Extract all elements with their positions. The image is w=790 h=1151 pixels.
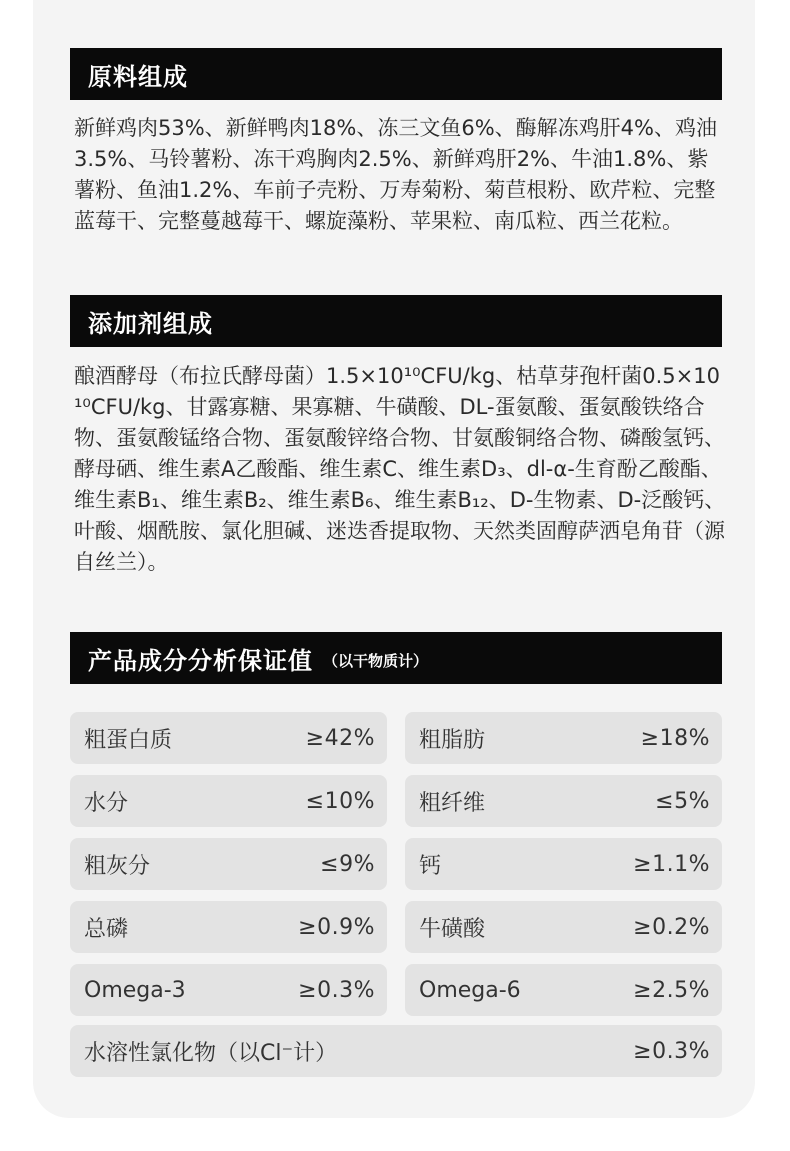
section-header-analysis [70, 632, 722, 684]
analysis-value: ≥0.3% [298, 977, 375, 1003]
analysis-value: ≥1.1% [633, 851, 710, 877]
additives-text: 酿酒酵母（布拉氏酵母菌）1.5×10¹⁰CFU/kg、枯草芽孢杆菌0.5×10¹⁰CFU/kg、甘露寡糖、果寡糖、牛磺酸、DL-蛋氨酸、蛋氨酸铁络合物、蛋氨酸锰络合物、蛋氨酸锌络合物、甘氨酸铜络合物、磷酸氢钙、酵母硒、维生素A乙酸酯、维生素C、维生素D₃、dl-α-生育酚乙酸酯、维生素B₁、维生素B₂、维生素B₆、维生素B₁₂、D-生物素、D-泛酸钙、叶酸、烟酰胺、氯化胆碱、迷迭香提取物、天然类固醇萨洒皂角苷（源自丝兰）。 [74, 364, 726, 574]
analysis-value: ≥0.2% [633, 914, 710, 940]
analysis-value: ≤9% [320, 851, 375, 877]
analysis-cell [70, 964, 387, 1016]
analysis-value: ≥2.5% [633, 977, 710, 1003]
analysis-label: 牛磺酸 [419, 916, 486, 942]
analysis-cell [405, 775, 722, 827]
analysis-cell [405, 712, 722, 764]
analysis-cell [405, 964, 722, 1016]
analysis-value: ≥0.9% [298, 914, 375, 940]
analysis-label: 粗蛋白质 [84, 727, 173, 753]
analysis-value: ≥0.3% [633, 1038, 710, 1064]
analysis-value: ≤10% [305, 788, 375, 814]
analysis-cell [70, 901, 387, 953]
section-header-ingredients [70, 48, 722, 100]
analysis-cell [405, 838, 722, 890]
analysis-cell [70, 775, 387, 827]
section-title: 添加剂组成 [88, 309, 213, 338]
analysis-label: 钙 [419, 853, 442, 879]
analysis-value: ≥42% [305, 725, 375, 751]
section-title: 原料组成 [88, 62, 188, 91]
analysis-cell [70, 712, 387, 764]
analysis-label: 粗灰分 [84, 853, 151, 879]
analysis-value: ≥18% [640, 725, 710, 751]
analysis-value: ≤5% [655, 788, 710, 814]
analysis-label: 粗脂肪 [419, 727, 486, 753]
analysis-cell-full [70, 1025, 722, 1077]
analysis-cell [405, 901, 722, 953]
section-header-additives [70, 295, 722, 347]
analysis-label: 水分 [84, 790, 129, 816]
analysis-cell [70, 838, 387, 890]
analysis-label: 水溶性氯化物（以Cl⁻计） [84, 1040, 338, 1066]
analysis-label: 总磷 [84, 916, 129, 942]
section-title: 产品成分分析保证值 [88, 646, 313, 675]
analysis-label: 粗纤维 [419, 790, 486, 816]
ingredients-text: 新鲜鸡肉53%、新鲜鸭肉18%、冻三文鱼6%、酶解冻鸡肝4%、鸡油3.5%、马铃薯粉、冻干鸡胸肉2.5%、新鲜鸡肝2%、牛油1.8%、紫薯粉、鱼油1.2%、车前子壳粉、万寿菊粉、菊苣根粉、欧芹粒、完整蓝莓干、完整蔓越莓干、螺旋藻粉、苹果粒、南瓜粒、西兰花粒。 [74, 116, 717, 233]
analysis-label: Omega-6 [419, 977, 521, 1003]
analysis-label: Omega-3 [84, 977, 186, 1003]
section-subtitle: （以干物质计） [323, 651, 429, 670]
